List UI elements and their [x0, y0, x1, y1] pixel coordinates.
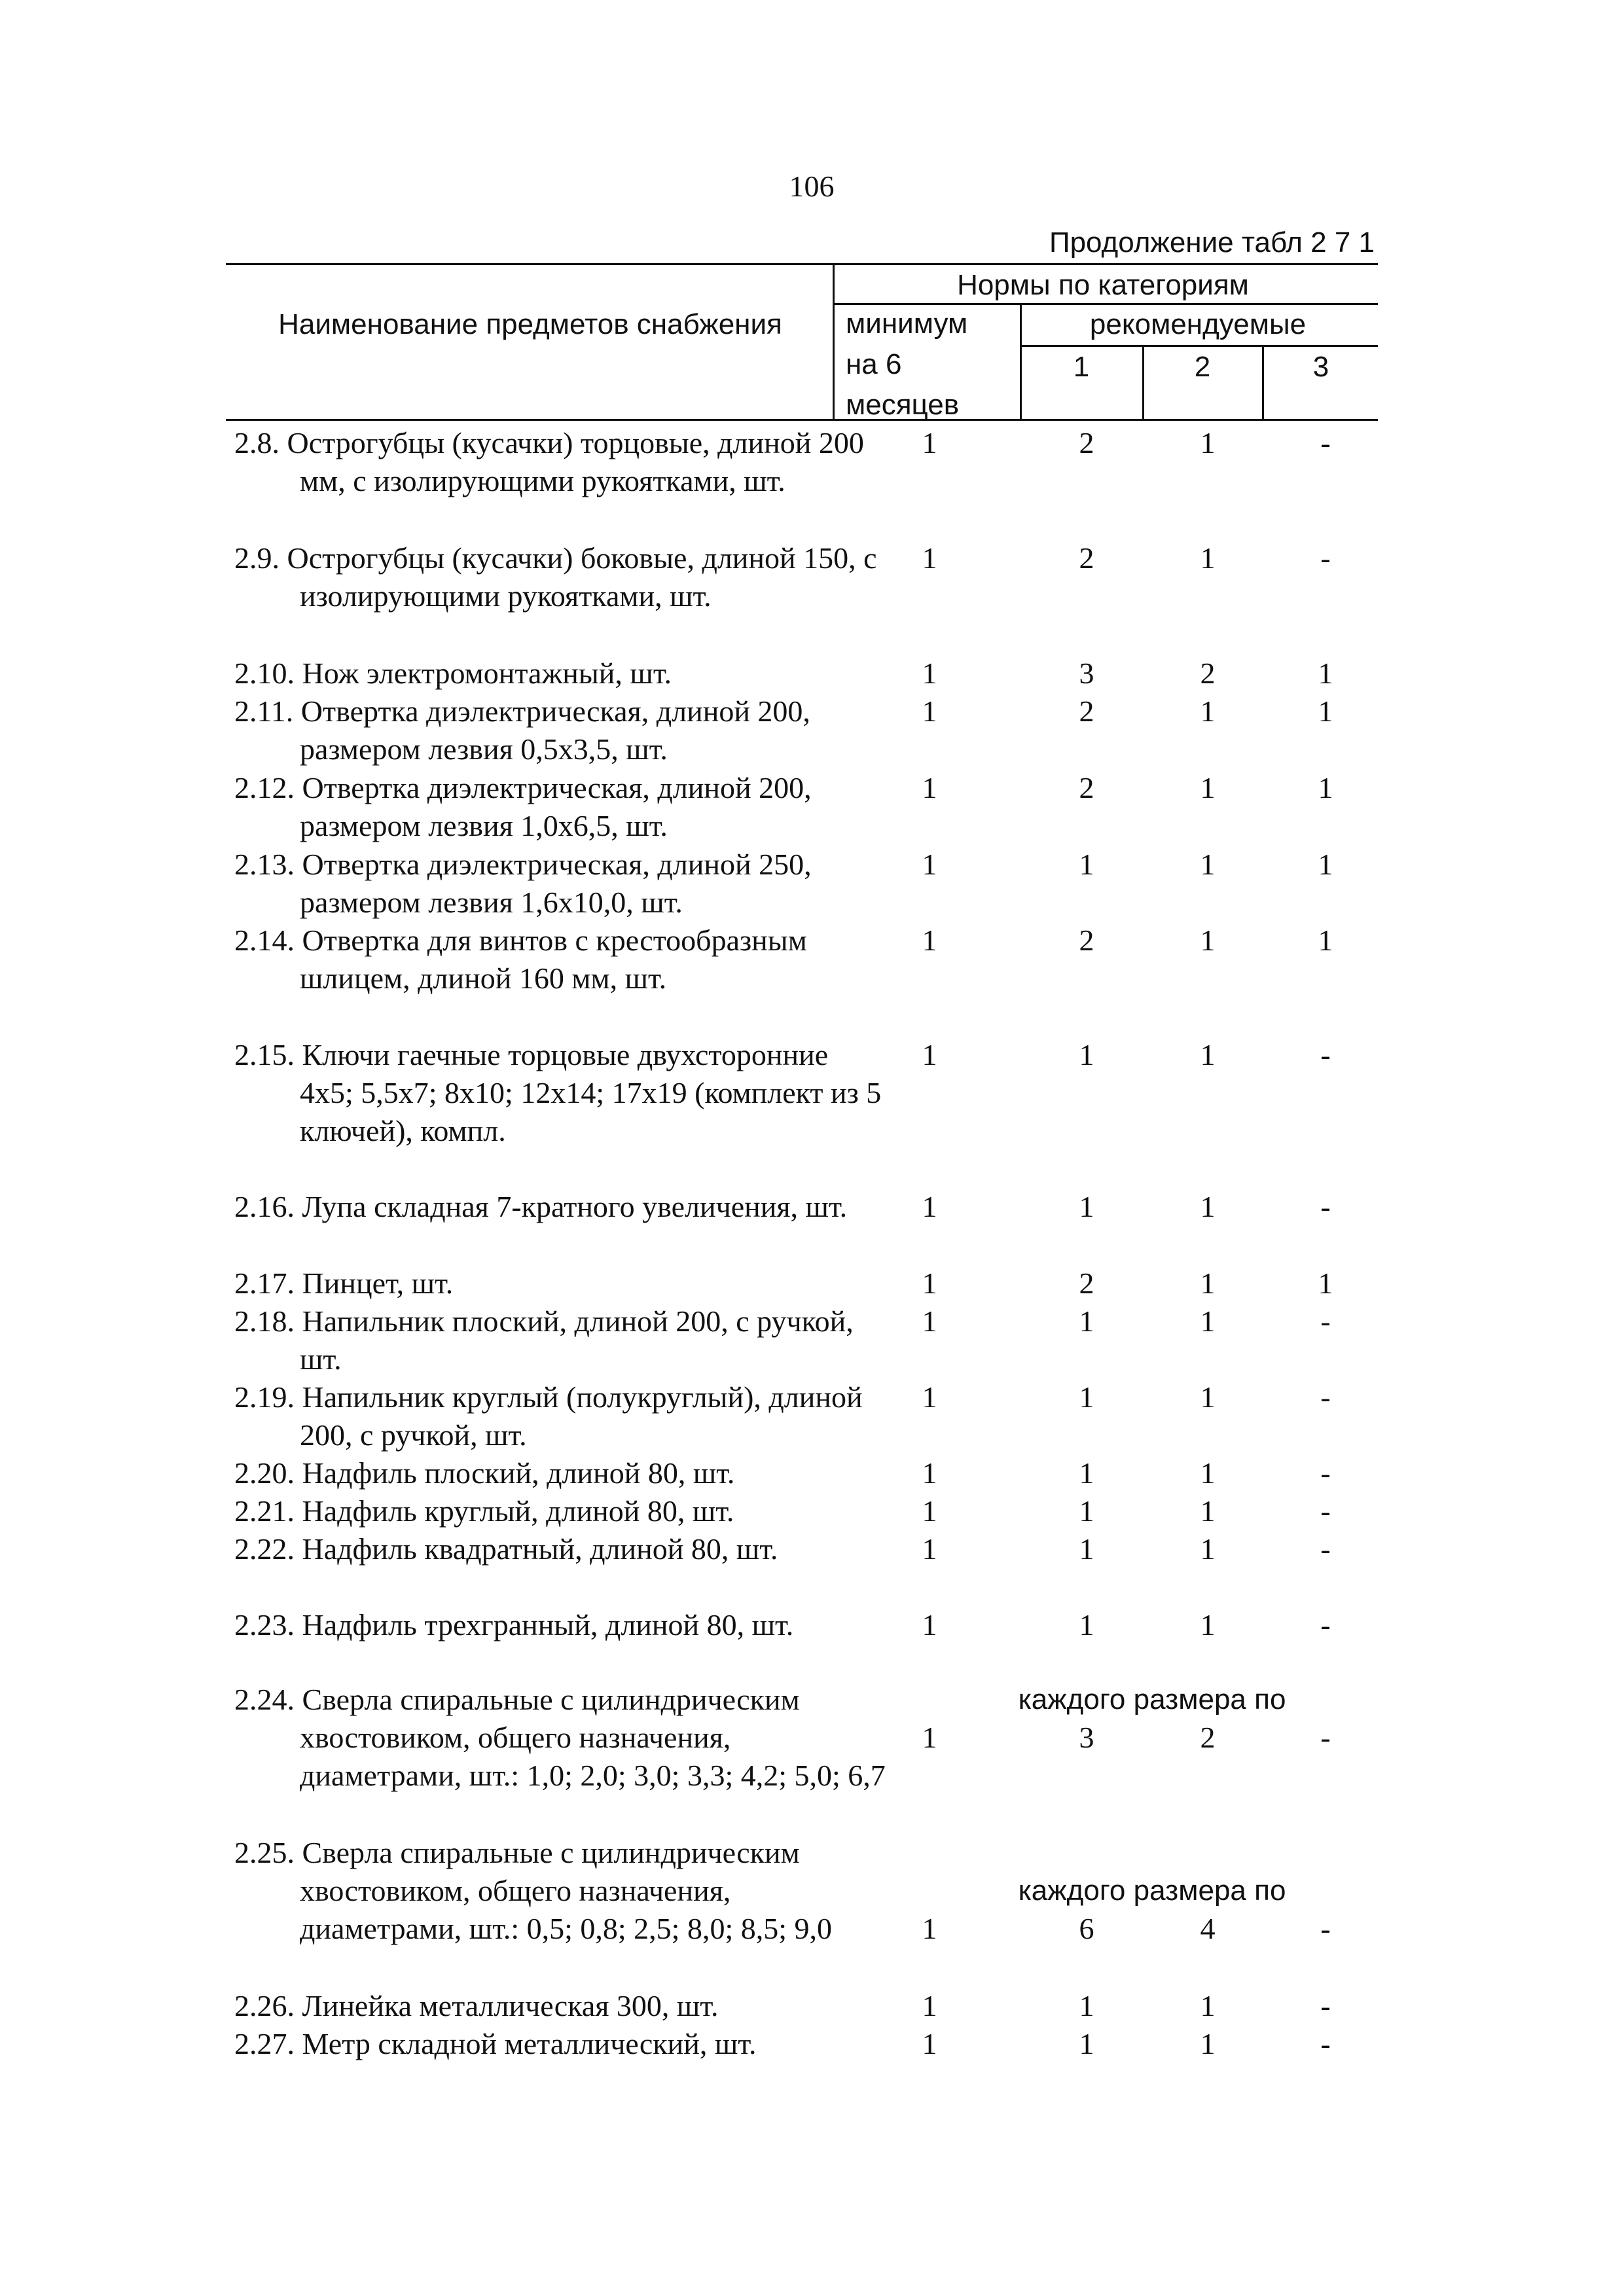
- item-name: 2.15. Ключи гаечные торцовые двухсторонние 4х5; 5,5х7; 8х10; 12х14; 17х19 (комплект из 5 ключей), компл.: [234, 1038, 882, 1147]
- item-name: 2.17. Пинцет, шт.: [234, 1266, 454, 1300]
- per-size-note: каждого размера по: [1018, 1874, 1286, 1907]
- header-bottom-rule: [226, 419, 1378, 421]
- value-minimum: 1: [922, 1721, 937, 1754]
- value-category-2: 1: [1200, 1380, 1216, 1414]
- value-minimum: 1: [922, 2027, 937, 2060]
- value-category-3: 1: [1318, 656, 1333, 690]
- value-category-1: 1: [1079, 2027, 1094, 2060]
- item-name: 2.9. Острогубцы (кусачки) боковые, длиной 150, с изолирующими рукоятками, шт.: [234, 541, 877, 613]
- value-category-2: 1: [1200, 694, 1216, 728]
- item-name: 2.10. Нож электромонтажный, шт.: [234, 656, 672, 690]
- column-header-name: Наименование предметов снабжения: [278, 308, 782, 340]
- table-continuation-caption: Продолжение табл 2 7 1: [1049, 226, 1375, 259]
- value-category-2: 1: [1200, 2027, 1216, 2060]
- value-category-1: 3: [1079, 656, 1094, 690]
- value-category-3: -: [1320, 1380, 1331, 1414]
- value-category-1: 1: [1079, 1532, 1094, 1566]
- item-name: 2.14. Отвертка для винтов с крестообразным шлицем, длиной 160 мм, шт.: [234, 924, 807, 995]
- value-category-1: 1: [1079, 1380, 1094, 1414]
- item-name: 2.19. Напильник круглый (полукруглый), длиной 200, с ручкой, шт.: [234, 1380, 863, 1452]
- value-category-3: -: [1320, 426, 1331, 459]
- item-name: 2.26. Линейка металлическая 300, шт.: [234, 1989, 719, 2022]
- value-category-3: -: [1320, 1038, 1331, 1071]
- value-category-1: 2: [1079, 694, 1094, 728]
- value-category-2: 1: [1200, 1304, 1216, 1338]
- value-minimum: 1: [922, 1532, 937, 1566]
- value-category-1: 1: [1079, 1304, 1094, 1338]
- value-minimum: 1: [922, 1038, 937, 1071]
- value-category-3: -: [1320, 1721, 1331, 1754]
- value-minimum: 1: [922, 1494, 937, 1528]
- value-minimum: 1: [922, 924, 937, 957]
- page-number: 106: [789, 170, 835, 203]
- value-category-1: 6: [1079, 1912, 1094, 1945]
- value-category-3: -: [1320, 1494, 1331, 1528]
- cat2-column-divider: [1262, 345, 1264, 420]
- value-category-2: 1: [1200, 1266, 1216, 1300]
- item-name: 2.25. Сверла спиральные с цилиндрическим хвостовиком, общего назначения, диаметрами, шт.: 0,5; 0,8; 2,5; 8,0; 8,5; 9,0: [234, 1836, 833, 1945]
- column-header-category-3: 3: [1312, 351, 1329, 383]
- value-category-1: 2: [1079, 771, 1094, 804]
- value-minimum: 1: [922, 1456, 937, 1490]
- value-category-1: 1: [1079, 1608, 1094, 1641]
- value-category-3: 1: [1318, 771, 1333, 804]
- value-category-1: 1: [1079, 1456, 1094, 1490]
- value-minimum: 1: [922, 656, 937, 690]
- value-category-3: -: [1320, 1912, 1331, 1945]
- value-category-1: 2: [1079, 1266, 1094, 1300]
- value-minimum: 1: [922, 771, 937, 804]
- value-category-3: -: [1320, 1304, 1331, 1338]
- value-category-1: 1: [1079, 848, 1094, 881]
- item-name: 2.16. Лупа складная 7-кратного увеличения, шт.: [234, 1190, 848, 1223]
- value-category-3: -: [1320, 1989, 1331, 2022]
- value-minimum: 1: [922, 694, 937, 728]
- item-name: 2.18. Напильник плоский, длиной 200, с ручкой, шт.: [234, 1304, 854, 1376]
- value-minimum: 1: [922, 1304, 937, 1338]
- value-category-2: 1: [1200, 1456, 1216, 1490]
- value-category-2: 1: [1200, 1989, 1216, 2022]
- column-header-category-1: 1: [1073, 351, 1090, 383]
- value-category-3: -: [1320, 1190, 1331, 1223]
- value-category-2: 1: [1200, 771, 1216, 804]
- value-category-1: 1: [1079, 1038, 1094, 1071]
- value-category-2: 1: [1200, 1494, 1216, 1528]
- item-name: 2.8. Острогубцы (кусачки) торцовые, длиной 200 мм, с изолирующими рукоятками, шт.: [234, 426, 864, 497]
- value-minimum: 1: [922, 1989, 937, 2022]
- value-category-3: -: [1320, 1608, 1331, 1641]
- item-name: 2.20. Надфиль плоский, длиной 80, шт.: [234, 1456, 735, 1490]
- column-header-recommended: рекомендуемые: [1089, 308, 1307, 340]
- item-name: 2.22. Надфиль квадратный, длиной 80, шт.: [234, 1532, 778, 1566]
- recommended-underline: [1021, 345, 1378, 347]
- value-category-2: 2: [1200, 1721, 1216, 1754]
- value-category-1: 2: [1079, 924, 1094, 957]
- value-category-2: 2: [1200, 656, 1216, 690]
- item-name: 2.13. Отвертка диэлектрическая, длиной 250, размером лезвия 1,6х10,0, шт.: [234, 848, 812, 919]
- value-category-3: -: [1320, 2027, 1331, 2060]
- value-category-3: 1: [1318, 1266, 1333, 1300]
- value-minimum: 1: [922, 1266, 937, 1300]
- value-category-1: 1: [1079, 1190, 1094, 1223]
- value-category-2: 4: [1200, 1912, 1216, 1945]
- item-name: 2.24. Сверла спиральные с цилиндрическим хвостовиком, общего назначения, диаметрами, шт.: 1,0; 2,0; 3,0; 3,3; 4,2; 5,0; 6,7: [234, 1683, 886, 1792]
- value-category-2: 1: [1200, 924, 1216, 957]
- value-category-1: 1: [1079, 1989, 1094, 2022]
- value-category-3: 1: [1318, 848, 1333, 881]
- value-category-1: 2: [1079, 541, 1094, 575]
- value-category-1: 3: [1079, 1721, 1094, 1754]
- value-category-1: 1: [1079, 1494, 1094, 1528]
- value-category-2: 1: [1200, 1532, 1216, 1566]
- value-category-3: 1: [1318, 694, 1333, 728]
- cat1-column-divider: [1142, 345, 1144, 420]
- value-minimum: 1: [922, 1912, 937, 1945]
- column-header-minimum: минимум на 6 месяцев: [846, 308, 968, 421]
- value-category-2: 1: [1200, 1608, 1216, 1641]
- value-category-2: 1: [1200, 1190, 1216, 1223]
- item-name: 2.12. Отвертка диэлектрическая, длиной 200, размером лезвия 1,0х6,5, шт.: [234, 771, 812, 842]
- value-minimum: 1: [922, 848, 937, 881]
- value-category-3: -: [1320, 1456, 1331, 1490]
- value-minimum: 1: [922, 1190, 937, 1223]
- item-name: 2.23. Надфиль трехгранный, длиной 80, шт.: [234, 1608, 794, 1641]
- value-minimum: 1: [922, 1380, 937, 1414]
- value-minimum: 1: [922, 541, 937, 575]
- header-top-rule: [226, 263, 1378, 265]
- value-category-3: -: [1320, 541, 1331, 575]
- column-header-category-2: 2: [1194, 351, 1211, 383]
- value-category-2: 1: [1200, 1038, 1216, 1071]
- per-size-note: каждого размера по: [1018, 1683, 1286, 1715]
- item-name: 2.21. Надфиль круглый, длиной 80, шт.: [234, 1494, 734, 1528]
- value-category-2: 1: [1200, 426, 1216, 459]
- value-category-3: 1: [1318, 924, 1333, 957]
- value-category-3: -: [1320, 1532, 1331, 1566]
- value-category-1: 2: [1079, 426, 1094, 459]
- item-name: 2.27. Метр складной металлический, шт.: [234, 2027, 757, 2060]
- value-minimum: 1: [922, 1608, 937, 1641]
- value-category-2: 1: [1200, 848, 1216, 881]
- item-name: 2.11. Отвертка диэлектрическая, длиной 200, размером лезвия 0,5х3,5, шт.: [234, 694, 810, 766]
- column-header-norms: Нормы по категориям: [957, 269, 1249, 301]
- value-minimum: 1: [922, 426, 937, 459]
- value-category-2: 1: [1200, 541, 1216, 575]
